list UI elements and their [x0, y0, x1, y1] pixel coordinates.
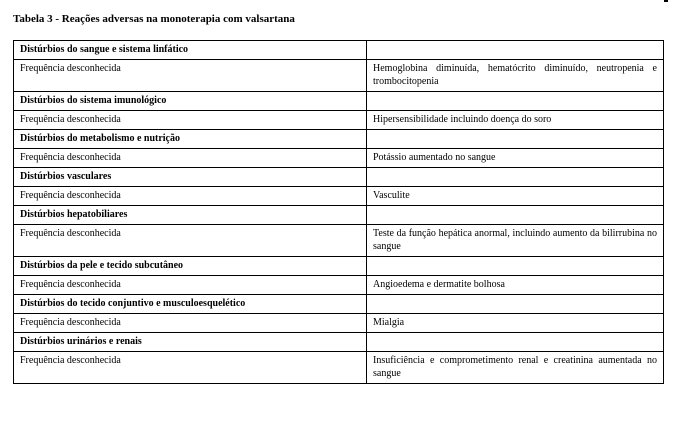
table-row — [14, 111, 664, 130]
frequency-label: Frequência desconhecida — [14, 187, 367, 206]
category-label: Distúrbios do sistema imunológico — [14, 92, 367, 111]
table-row — [14, 41, 664, 60]
category-value — [367, 257, 664, 276]
category-value — [367, 92, 664, 111]
reaction-value: Hipersensibilidade incluindo doença do soro — [367, 111, 664, 130]
frequency-label: Frequência desconhecida — [14, 314, 367, 333]
category-value — [367, 168, 664, 187]
table-caption: Tabela 3 - Reações adversas na monoterapia com valsartana — [13, 13, 295, 25]
table-row — [14, 60, 664, 92]
reaction-value: Potássio aumentado no sangue — [367, 149, 664, 168]
category-label: Distúrbios hepatobiliares — [14, 206, 367, 225]
frequency-label: Frequência desconhecida — [14, 225, 367, 257]
frequency-label: Frequência desconhecida — [14, 352, 367, 384]
table-row — [14, 206, 664, 225]
category-value — [367, 333, 664, 352]
reaction-value: Teste da função hepática anormal, incluindo aumento da bilirrubina no sangue — [367, 225, 664, 257]
category-value — [367, 206, 664, 225]
reaction-value: Hemoglobina diminuída, hematócrito diminuído, neutropenia e trombocitopenia — [367, 60, 664, 92]
table-row — [14, 276, 664, 295]
table-row — [14, 168, 664, 187]
table-row — [14, 295, 664, 314]
table-row — [14, 225, 664, 257]
reaction-value: Angioedema e dermatite bolhosa — [367, 276, 664, 295]
frequency-label: Frequência desconhecida — [14, 60, 367, 92]
table-row — [14, 187, 664, 206]
category-label: Distúrbios da pele e tecido subcutâneo — [14, 257, 367, 276]
category-label: Distúrbios do sangue e sistema linfático — [14, 41, 367, 60]
table-row — [14, 314, 664, 333]
category-value — [367, 295, 664, 314]
table-row — [14, 333, 664, 352]
category-label: Distúrbios do metabolismo e nutrição — [14, 130, 367, 149]
table-row — [14, 352, 664, 384]
adverse-reactions-table — [13, 40, 664, 384]
frequency-label: Frequência desconhecida — [14, 149, 367, 168]
table-row — [14, 149, 664, 168]
category-label: Distúrbios urinários e renais — [14, 333, 367, 352]
reaction-value: Mialgia — [367, 314, 664, 333]
table-row — [14, 130, 664, 149]
frequency-label: Frequência desconhecida — [14, 276, 367, 295]
table-row — [14, 257, 664, 276]
reaction-value: Insuficiência e comprometimento renal e creatinina aumentada no sangue — [367, 352, 664, 384]
reaction-value: Vasculite — [367, 187, 664, 206]
category-label: Distúrbios do tecido conjuntivo e musculoesquelético — [14, 295, 367, 314]
table-row — [14, 92, 664, 111]
category-label: Distúrbios vasculares — [14, 168, 367, 187]
category-value — [367, 130, 664, 149]
frequency-label: Frequência desconhecida — [14, 111, 367, 130]
page-edge-mark — [664, 0, 668, 2]
category-value — [367, 41, 664, 60]
